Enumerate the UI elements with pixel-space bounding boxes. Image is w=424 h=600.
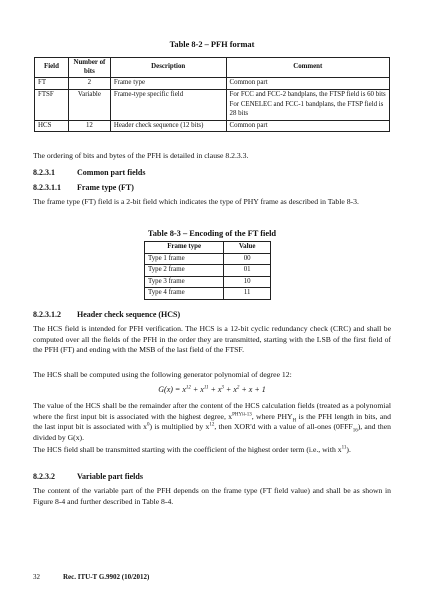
table-header-row	[35, 58, 390, 78]
superscript: 11	[341, 445, 347, 451]
header-frame-type: Frame type	[145, 242, 224, 254]
frame-type-paragraph: The frame type (FT) field is a 2-bit field which indicates the type of PHY frame as described in Table 8-3.	[33, 197, 359, 206]
cell-field: FTSF	[35, 89, 69, 120]
superscript: H	[242, 410, 246, 416]
table-row	[35, 120, 390, 132]
generator-polynomial	[0, 385, 424, 394]
formula-text: + x	[208, 385, 222, 394]
hcs-transmit-paragraph	[33, 445, 391, 456]
text-run: is the PFH length in bits, and the last input bit is associated with x	[33, 411, 391, 431]
section-title: Frame type (FT)	[77, 183, 134, 192]
cell-bits: 12	[68, 120, 110, 132]
hcs-intro-paragraph: The HCS field is intended for PFH verification. The HCS is a 12-bit cyclic redundancy check (CRC) and shall be computed over all the fields of the PFH in the order they are transmitted, starting with the LSB of the first field of the PFH (FT) and ending with the MSB of the last field of the FTSF.	[33, 324, 391, 354]
recommendation-id: Rec. ITU-T G.9902 (10/2012)	[63, 573, 150, 581]
section-heading-8-2-3-1	[33, 168, 145, 177]
section-title: Common part fields	[77, 168, 146, 177]
pfh-format-table	[34, 57, 390, 132]
text-run: The value of the HCS shall be the remainder after the content of the HCS calculation fields (treated as a polynomial where the first input bit is associated with the highest degree, x	[33, 401, 391, 421]
cell-value: 00	[224, 253, 271, 265]
comment-line: For CENELEC and FCC-1 bandplans, the FTSP field is 28 bits	[229, 101, 384, 117]
formula-text: + x + 1	[239, 385, 266, 394]
section-number: 8.2.3.1.2	[33, 310, 61, 319]
cell-comment: Common part	[226, 78, 389, 90]
section-number: 8.2.3.2	[33, 472, 55, 481]
cell-description: Frame-type specific field	[110, 89, 226, 120]
variable-part-paragraph: The content of the variable part of the PFH depends on the frame type (FT field value) and shall be as shown in Figure 8-4 and further described in Table 8-4.	[33, 486, 391, 506]
header-bits: Number of bits	[68, 58, 110, 78]
formula-exponent: 2	[236, 385, 240, 391]
formula-exponent: 11	[203, 385, 209, 391]
cell-frame-type: Type 3 frame	[145, 276, 224, 288]
cell-field: HCS	[35, 120, 69, 132]
section-heading-8-2-3-1-1	[33, 183, 134, 192]
page-number: 32	[33, 573, 40, 581]
page-footer	[33, 573, 149, 581]
cell-bits: Variable	[68, 89, 110, 120]
cell-value: 10	[224, 276, 271, 288]
text-run: The HCS field shall be transmitted starting with the coefficient of the highest order term (i.e., with x	[33, 445, 342, 454]
header-description: Description	[110, 58, 226, 78]
formula-exponent: 3	[221, 385, 224, 391]
cell-comment	[226, 89, 389, 120]
section-number: 8.2.3.1.1	[33, 183, 61, 192]
subscript: 16	[352, 428, 358, 434]
cell-field: FT	[35, 78, 69, 90]
formula-text: G(x) = x	[158, 385, 186, 394]
cell-frame-type: Type 1 frame	[145, 253, 224, 265]
superscript: 0	[147, 422, 150, 428]
hcs-value-paragraph	[33, 401, 391, 443]
table-header-row	[145, 242, 271, 254]
text-run: ).	[346, 445, 351, 454]
superscript: PHY	[232, 411, 243, 417]
table-8-2-caption: Table 8-2 – PFH format	[169, 40, 255, 49]
table-row	[145, 276, 271, 288]
text-run: , then XOR'd with a value of all-ones (0FFF	[214, 422, 353, 431]
formula-exponent: 12	[185, 385, 191, 391]
section-number: 8.2.3.1	[33, 168, 55, 177]
comment-line: For FCC and FCC-2 bandplans, the FTSP field is 60 bits	[229, 90, 386, 98]
cell-frame-type: Type 4 frame	[145, 288, 224, 300]
cell-value: 01	[224, 265, 271, 277]
section-heading-8-2-3-1-2	[33, 310, 180, 319]
table-row	[145, 253, 271, 265]
section-heading-8-2-3-2	[33, 472, 143, 481]
hcs-polynomial-paragraph: The HCS shall be computed using the following generator polynomial of degree 12:	[33, 370, 292, 379]
superscript: 12	[209, 422, 215, 428]
cell-value: 11	[224, 288, 271, 300]
formula-text: + x	[190, 385, 204, 394]
cell-comment: Common part	[226, 120, 389, 132]
header-value: Value	[224, 242, 271, 254]
section-title: Header check sequence (HCS)	[77, 310, 181, 319]
table-row	[35, 78, 390, 90]
text-run: ), and then divided by G(x).	[33, 422, 392, 442]
table-row	[35, 89, 390, 120]
ordering-paragraph: The ordering of bits and bytes of the PFH is detailed in clause 8.2.3.3.	[33, 151, 249, 160]
table-8-3-caption: Table 8-3 – Encoding of the FT field	[147, 229, 277, 238]
section-title: Variable part fields	[77, 472, 143, 481]
cell-description: Frame type	[110, 78, 226, 90]
table-row	[145, 265, 271, 277]
table-row	[145, 288, 271, 300]
subscript: H	[292, 418, 297, 424]
cell-description: Header check sequence (12 bits)	[110, 120, 226, 132]
text-run: ) is multiplied by x	[149, 422, 210, 431]
cell-frame-type: Type 2 frame	[145, 265, 224, 277]
header-field: Field	[35, 58, 69, 78]
superscript: -13	[245, 411, 252, 417]
header-comment: Comment	[226, 58, 389, 78]
cell-bits: 2	[68, 78, 110, 90]
text-run: , where PHY	[251, 411, 293, 421]
formula-text: + x	[223, 385, 237, 394]
ft-encoding-table	[144, 241, 271, 300]
